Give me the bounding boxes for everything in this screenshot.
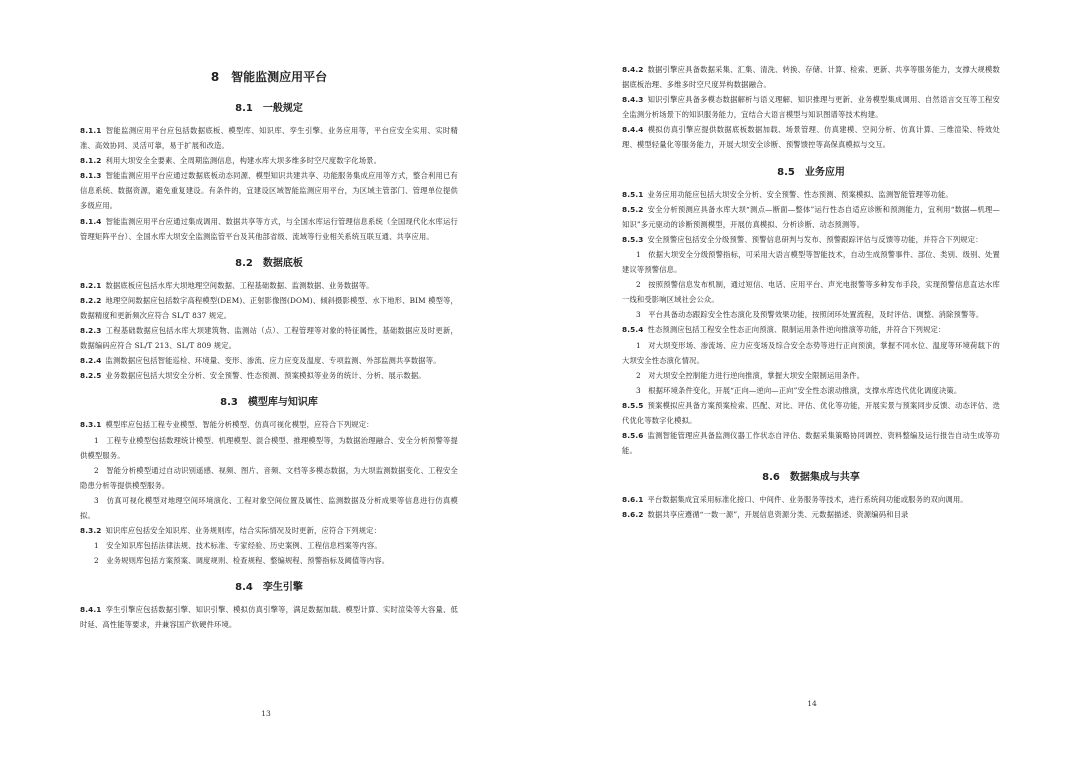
clause-8-4-2 <box>622 62 1000 92</box>
list-item: 1 工程专业模型包括数理统计模型、机理模型、混合模型、推理模型等，为数据治理融合、安全分析预警等提供模型服务。 <box>80 435 458 460</box>
clause-8-3-1 <box>80 417 458 432</box>
clause-8-5-3 <box>622 232 1000 247</box>
clause-number: 8.1.3 <box>80 171 102 181</box>
clause-8-2-3 <box>80 323 458 353</box>
clause-text: 安全分析预测应具备水库大坝“测点—断面—整体”运行性态自适应诊断和预测能力，宜利用“数据—机理—知识”多元驱动的诊断预测模型，开展仿真模拟、分析诊断、动态预测等。 <box>622 204 1000 229</box>
chapter-title: 8 智能监测应用平台 <box>210 70 328 84</box>
clause-8-2-2 <box>80 293 458 323</box>
clause-8-5-4 <box>622 322 1000 337</box>
right-column <box>622 62 1000 522</box>
page-number: 13 <box>261 709 271 718</box>
clause-text: 工程基础数据应包括水库大坝建筑物、监测站（点）、工程管理等对象的特征属性，基础数据应及时更新，数据编码应符合 SL/T 213、SL/T 809 规定。 <box>80 326 458 351</box>
clause-text: 模拟仿真引擎应提供数据底板数据加载、场景管理、仿真建模、空间分析、仿真计算、三维渲染、特效处理、模型轻量化等服务能力，开展大坝安全诊断、预警馈控等高保真模拟与交互。 <box>622 125 1000 150</box>
clause-number: 8.4.1 <box>80 605 102 615</box>
clause-number: 8.2.3 <box>80 326 102 336</box>
page-right <box>540 0 1080 764</box>
clause-8-4-3 <box>622 92 1000 122</box>
clause-number: 8.5.5 <box>622 400 644 410</box>
clause-8-1-3 <box>80 168 458 213</box>
clause-8-6-2 <box>622 507 1000 522</box>
clause-text: 预案模拟应具备方案预案检索、匹配、对比、评估、优化等功能，开展实景与预案同步反馈、动态评估、迭代优化等数字化模拟。 <box>622 400 1000 425</box>
clause-number: 8.5.6 <box>622 431 644 441</box>
clause-number: 8.4.3 <box>622 95 644 105</box>
clause-text: 业务数据应包括大坝安全分析、安全预警、性态预测、预案模拟等业务的统计、分析、展示数据。 <box>105 371 426 381</box>
clause-number: 8.3.1 <box>80 420 102 430</box>
clause-number: 8.2.1 <box>80 280 102 290</box>
clause-8-3-2 <box>80 523 458 538</box>
clause-text: 智能监测应用平台应通过集成调用、数据共享等方式，与全国水库运行管理信息系统（全国现代化水库运行管理矩阵平台）、全国水库大坝安全监测监管平台及其他部省级、流域等行业相关系统互联互通、共享应用。 <box>80 216 458 241</box>
page-number: 14 <box>807 699 817 708</box>
clause-text: 监测智能管理应具备监测仪器工作状态自评估、数据采集策略协同调控、资料整编及运行报告自动生成等功能。 <box>622 431 1000 456</box>
list-item: 2 业务规则库包括方案预案、调度规则、检查规程、整编规程、预警指标及阈值等内容。 <box>94 556 390 566</box>
clause-8-4-1 <box>80 602 458 632</box>
clause-text: 知识引擎应具备多模态数据解析与语义理解、知识推理与更新、业务模型集成调用、自然语言交互等工程安全监测分析场景下的知识服务能力，宜结合大语言模型与知识图谱等技术构建。 <box>622 95 1000 120</box>
clause-8-1-4 <box>80 214 458 244</box>
clause-number: 8.1.1 <box>80 126 102 135</box>
clause-text: 数据共享应遵循“一数一源”，开展信息资源分类、元数据描述、资源编码和目录 <box>647 510 909 520</box>
clause-text: 数据底板应包括水库大坝地理空间数据、工程基础数据、监测数据、业务数据等。 <box>105 280 374 290</box>
clause-text: 安全预警应包括安全分级预警、预警信息研判与发布、预警跟踪评估与反馈等功能，并符合下列规定： <box>647 234 983 244</box>
clause-number: 8.4.4 <box>622 125 644 135</box>
clause-8-4-4 <box>622 122 1000 152</box>
left-column <box>80 62 458 633</box>
clause-8-6-1 <box>622 492 1000 507</box>
section-title-8-2: 8.2 数据底板 <box>235 257 303 269</box>
clause-8-5-5 <box>622 398 1000 428</box>
list-item: 1 依据大坝安全分级预警指标，可采用大语言模型等智能技术，自动生成预警事件、部位、类别、级别、处置建议等预警信息。 <box>622 249 1000 275</box>
clause-8-5-2 <box>622 202 1000 232</box>
clause-text: 性态预测应包括工程安全性态正向预演、限制运用条件逆向推演等功能，并符合下列规定： <box>647 325 946 335</box>
clause-number: 8.6.2 <box>622 510 644 520</box>
list-item: 2 智能分析模型通过自动识别遥感、视频、图片、音频、文档等多模态数据，为大坝监测数据变化、工程安全隐患分析等提供模型服务。 <box>80 465 458 490</box>
clause-text: 平台数据集成宜采用标准化接口、中间件、业务服务等技术，进行系统间功能或服务的双向调用。 <box>647 495 968 505</box>
clause-8-2-4 <box>80 353 458 368</box>
clause-8-2-5 <box>80 368 458 383</box>
clause-text: 监测数据应包括智能巡检、环境量、变形、渗流、应力应变及温度、专项监测、外部监测共享数据等。 <box>105 356 441 366</box>
clause-text: 模型库应包括工程专业模型、智能分析模型、仿真可视化模型，应符合下列规定： <box>105 420 374 430</box>
clause-text: 地理空间数据应包括数字高程模型(DEM)、正射影像图(DOM)、倾斜摄影模型、水下地形、BIM 模型等，数据精度和更新频次应符合 SL/T 837 规定。 <box>80 295 458 320</box>
section-title-8-6: 8.6 数据集成与共享 <box>762 472 860 484</box>
section-title-8-5: 8.5 业务应用 <box>777 166 845 178</box>
section-title-8-1: 8.1 一般规定 <box>235 103 303 114</box>
list-item: 1 对大坝变形场、渗流场、应力应变场及综合安全态势等进行正向预演，掌握不同水位、温度等环境荷载下的大坝安全性态演化情况。 <box>622 340 1000 365</box>
clause-number: 8.5.3 <box>622 234 644 244</box>
clause-text: 数据引擎应具备数据采集、汇集、清洗、转换、存储、计算、检索、更新、共享等服务能力，支撑大规模数据底板治理、多维多时空尺度异构数据融合。 <box>622 65 1000 90</box>
list-item: 2 对大坝安全控制能力进行逆向推演，掌握大坝安全限制运用条件。 <box>636 370 865 380</box>
section-title-8-4: 8.4 孪生引擎 <box>235 582 303 594</box>
clause-text: 智能监测应用平台应通过数据底板动态同源、模型知识共建共享、功能服务集成应用等方式，整合利用已有信息系统、数据资源，避免重复建设。有条件的，宜建设区域智能监测应用平台，为区域主管部门、管理单位提供多级应用。 <box>80 171 458 211</box>
clause-text: 利用大坝安全全要素、全周期监测信息，构建水库大坝多维多时空尺度数字化场景。 <box>105 156 382 166</box>
clause-number: 8.3.2 <box>80 526 102 536</box>
clause-text: 孪生引擎应包括数据引擎、知识引擎、模拟仿真引擎等，满足数据加载、模型计算、实时渲染等大容量、低时延、高性能等要求，并兼容国产软硬件环境。 <box>80 605 458 630</box>
clause-number: 8.1.4 <box>80 216 102 226</box>
list-item: 3 根据环境条件变化，开展“正向—逆向—正向”安全性态滚动推演，支撑水库迭代优化调度决策。 <box>636 385 962 395</box>
clause-8-1-2 <box>80 153 458 168</box>
clause-number: 8.5.2 <box>622 204 644 214</box>
clause-text: 业务应用功能应包括大坝安全分析、安全预警、性态预测、预案模拟、监测智能管理等功能。 <box>647 189 953 199</box>
clause-number: 8.4.2 <box>622 65 644 74</box>
clause-number: 8.5.4 <box>622 325 644 335</box>
clause-8-1-1 <box>80 123 458 153</box>
clause-number: 8.2.4 <box>80 356 102 366</box>
clause-8-2-1 <box>80 278 458 293</box>
clause-number: 8.2.2 <box>80 295 102 305</box>
list-item: 2 按照预警信息发布机制，通过短信、电话、应用平台、声光电报警等多种发布手段，实现预警信息直达水库一线和受影响区域社会公众。 <box>622 280 1000 305</box>
clause-number: 8.5.1 <box>622 189 644 199</box>
clause-number: 8.6.1 <box>622 495 644 505</box>
clause-number: 8.1.2 <box>80 156 102 166</box>
list-item: 3 仿真可视化模型对地理空间环境演化、工程对象空间位置及属性、监测数据及分析成果等信息进行仿真模拟。 <box>80 495 458 520</box>
clause-number: 8.2.5 <box>80 371 102 381</box>
list-item: 3 平台具备动态跟踪安全性态演化及预警效果功能，按照闭环处置流程，及时评估、调整、消除预警等。 <box>636 310 984 320</box>
clause-text: 智能监测应用平台应包括数据底板、模型库、知识库、孪生引擎、业务应用等，平台应安全实用、实时精准、高效协同、灵活可靠，易于扩展和改造。 <box>80 126 458 151</box>
list-item: 1 安全知识库包括法律法规、技术标准、专家经验、历史案例、工程信息档案等内容。 <box>94 541 382 551</box>
clause-text: 知识库应包括安全知识库、业务规则库，结合实际情况及时更新，应符合下列规定： <box>105 526 382 536</box>
clause-8-5-1 <box>622 187 1000 202</box>
section-title-8-3: 8.3 模型库与知识库 <box>220 397 318 409</box>
clause-8-5-6 <box>622 428 1000 458</box>
